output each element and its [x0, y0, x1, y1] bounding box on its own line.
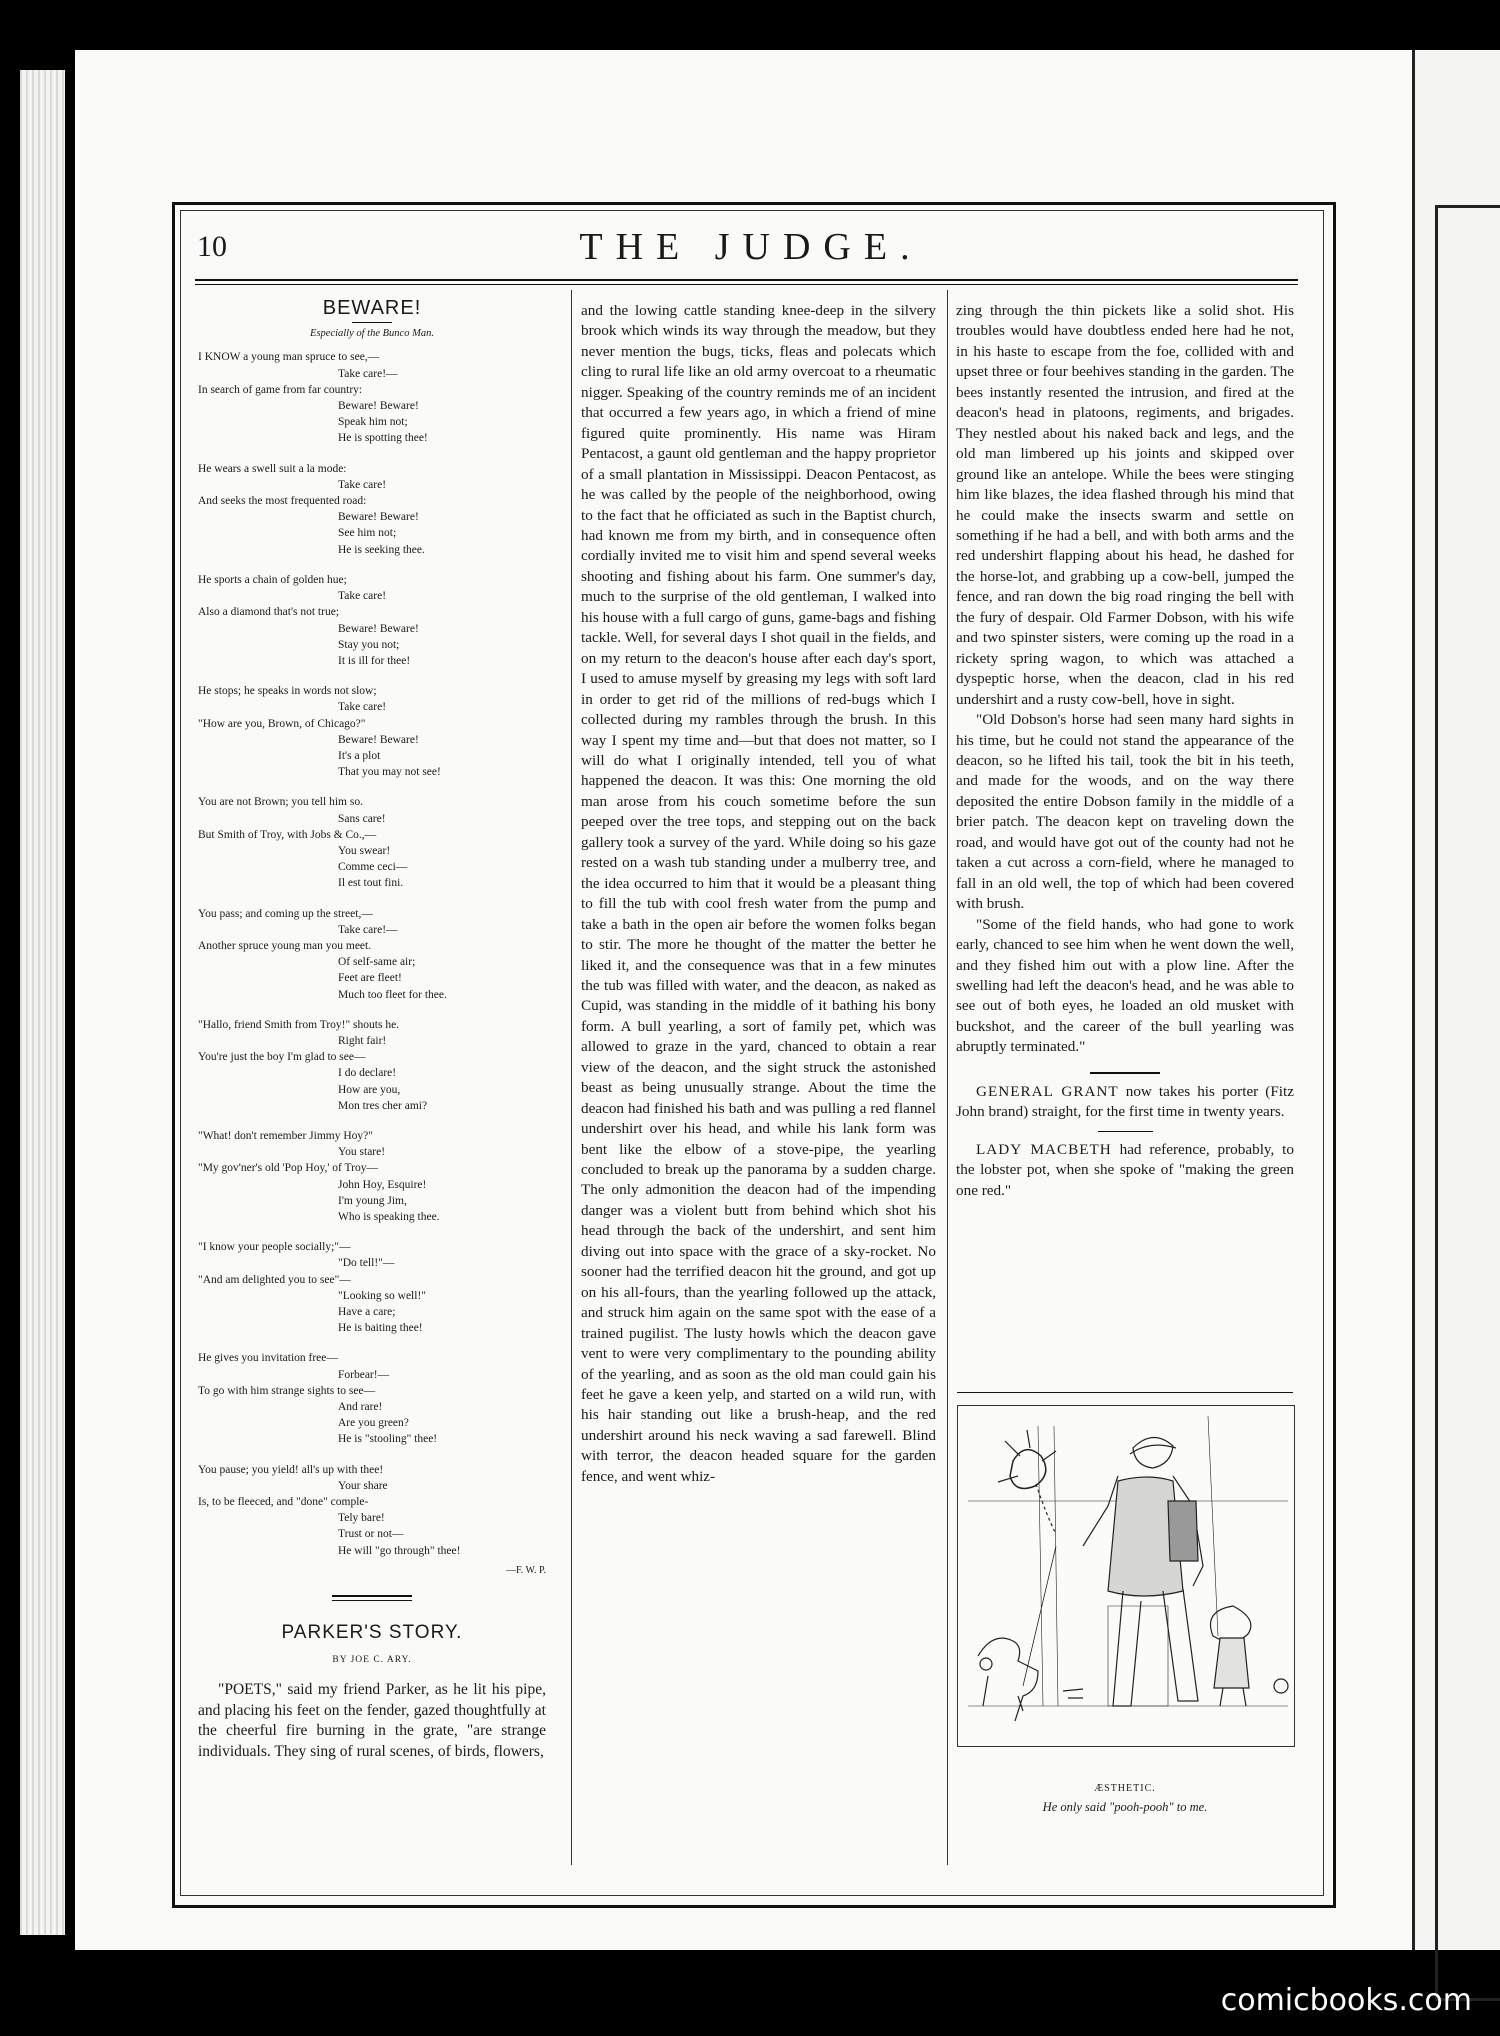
masthead-rule-thin [195, 284, 1298, 285]
poem-dedication: Especially of the Bunco Man. [310, 328, 434, 340]
poem-line: Speak him not; [338, 416, 408, 429]
column-2 [581, 301, 936, 1487]
poem-line: Comme ceci— [338, 861, 408, 874]
poem-line: Is, to be fleeced, and "done" comple- [198, 1496, 369, 1509]
poem-line: Il est tout fini. [338, 877, 404, 890]
poem-line: It is ill for thee! [338, 654, 411, 667]
poem-stanza [198, 1350, 546, 1447]
poem-stanza [198, 572, 546, 669]
story-byline: BY JOE C. ARY. [332, 1654, 412, 1665]
poem-line: Beware! Beware! [338, 511, 419, 524]
poem-stanza [198, 1017, 546, 1114]
poem-line: "Do tell!"— [338, 1257, 395, 1270]
poem-line: I KNOW a young man spruce to see,— [198, 351, 380, 364]
column-divider [947, 290, 948, 1865]
poem-line: Trust or not— [338, 1528, 404, 1541]
poem-stanza [198, 1462, 546, 1559]
poem-line: You're just the boy I'm glad to see— [198, 1051, 366, 1064]
poem-line: You pause; you yield! all's up with thee! [198, 1463, 384, 1476]
poem-body [198, 349, 546, 1558]
poem-line: Have a care; [338, 1306, 396, 1319]
poem-line: You stare! [338, 1146, 386, 1159]
poem-line: Of self-same air; [338, 956, 416, 969]
poem-line: "I know your people socially;"— [198, 1241, 351, 1254]
facing-page [1412, 50, 1500, 1950]
poem-line: Who is speaking thee. [338, 1211, 440, 1223]
illustration-aesthetic [957, 1405, 1295, 1747]
story-text-col2: and the lowing cattle standing knee-deep in the silvery brook which winds its way through the meadow, but they never mention the bugs, ticks, fleas and polecats which cling to rural life like an old army overcoat to a rheumatic nigger. Speaking of the country reminds me of an incident that occurred a few years ago, in which a friend of mine figured quite prominently. His name was Hiram Pentacost, a gaunt old gentleman and the happy proprietor of a small plantation in Mississippi. Deacon Pentacost, as he was called by the people of the neighborhood, owing to the fact that he officiated as such in the Baptist church, had known me from my birth, and in consequence often cordially invited me to visit him and spend several weeks shooting and fishing about his farm. One summer's day, much to the surprise of the old gentleman, I walked into his house with a full cargo of guns, game-bags and fishing tackle. Well, for several days I shot quail in the fields, and on my return to the deacon's house after each day's sport, I used to amuse myself by greasing my legs with soft lard in order to get rid of the millions of red-bugs which I collected during my rambles through the brush. In this way I spent my time and—but that does not matter, so I will do what I originally intended, tell you of what happened the deacon. It was this: One morning the old man arose from his couch sometime before the sun peeped over the tree tops, and stepping out on the back gallery took a survey of the yard. While doing so his gaze rested on a wash tub standing under a mulberry tree, and the idea occurred to him that it would be a pleasant thing to fill the tub with cool fresh water from the pump and take a bath in the open air before the women folks began to stir. The more he thought of the matter the better he liked it, and the consequence was that in a few minutes the tub was filled with water, and the deacon, as naked as Cupid, was standing in the middle of it bathing his bony form. A bull yearling, a sort of family pet, which was allowed to graze in the yard, chanced to obtain a rear view of the deacon, and the sight struck the astonished beast as being unusually strange. About the time the deacon had finished his bath and was pulling a red flannel undershirt over his head, and while his lank form was bent like the elbow of a stove-pipe, the yearling concluded to break up the panorama by a sudden charge. The only admonition the deacon had of the impending danger was a violent butt from behind which shot his head through the back of the undershirt, and sent him diving out into space with the grace of a sky-rocket. No sooner had the terrified deacon hit the ground, and got up on his all-fours, than the yearling followed up the attack, and struck him again on the same spot with the ease of a trained pugilist. The lusty howls which the deacon gave vent to were very complimentary to the pounding ability of the yearling, and as soon as the old man could gain his feet he gave a keen yelp, and started on a wild run, with his hair standing out like a brush-heap, and the red undershirt around his neck waving a sad farewell. Blind with terror, the deacon headed square for the garden fence, and went whiz- [581, 302, 936, 1485]
poem-line: You are not Brown; you tell him so. [198, 796, 363, 809]
poem-line: To go with him strange sights to see— [198, 1384, 376, 1397]
page-number: 10 [197, 230, 227, 263]
poem-stanza [198, 906, 546, 1003]
column-divider [571, 290, 572, 1865]
poem-stanza [198, 1128, 546, 1225]
poem-line: He will "go through" thee! [338, 1544, 461, 1557]
poem-line: "Looking so well!" [338, 1289, 426, 1302]
caption-title: ÆSTHETIC. [1094, 1783, 1156, 1794]
masthead-rule [195, 279, 1298, 281]
poem-line: Take care!— [338, 367, 398, 380]
poem-line: But Smith of Troy, with Jobs & Co.,— [198, 828, 377, 841]
poem-line: Stay you not; [338, 638, 400, 651]
poem-line: He stops; he speaks in words not slow; [198, 685, 377, 698]
cartoon-drawing [958, 1406, 1294, 1746]
poem-line: He wears a swell suit a la mode: [198, 462, 347, 475]
column-1 [198, 298, 546, 1762]
poem-line: Your share [338, 1479, 388, 1492]
poem-line: Take care! [338, 590, 387, 603]
column-3 [956, 301, 1294, 1201]
poem-line: And seeks the most frequented road: [198, 495, 367, 508]
poem-line: Much too fleet for thee. [338, 988, 447, 1001]
story-text-col3-p3: "Some of the field hands, who had gone to work early, chanced to see him when he went down the well, and they fished him out with a plow line. After the swelling had left the deacon's head, and he was able to see out of both eyes, he loaded an old musket with buckshot, and the career of the bull yearling was abruptly terminated." [956, 915, 1294, 1056]
poem-line: See him not; [338, 527, 397, 540]
poem-line: "Hallo, friend Smith from Troy!" shouts he. [198, 1018, 400, 1031]
poem-line: He sports a chain of golden hue; [198, 573, 347, 586]
poem-line: Take care! [338, 701, 387, 714]
poem-line: "What! don't remember Jimmy Hoy?" [198, 1129, 373, 1142]
poem-line: John Hoy, Esquire! [338, 1178, 427, 1191]
book-page-stack [20, 70, 65, 1935]
poem-line: Beware! Beware! [338, 622, 419, 635]
poem-line: He is seeking thee. [338, 543, 425, 556]
poem-line: Take care! [338, 478, 387, 491]
poem-line: Mon tres cher ami? [338, 1099, 428, 1112]
poem-stanza [198, 683, 546, 780]
poem-line: I'm young Jim, [338, 1194, 407, 1207]
brief-grant [956, 1082, 1294, 1123]
brief-body: now takes his porter (Fitz John brand) straight, for the first time in twenty years. [956, 1082, 1294, 1121]
poem-line: He gives you invitation free— [198, 1352, 338, 1365]
poem-line: Another spruce young man you meet. [198, 939, 372, 952]
poem-line: He is spotting thee! [338, 432, 428, 445]
poem-stanza [198, 1239, 546, 1336]
poem-line: He is "stooling" thee! [338, 1433, 438, 1446]
poem-line: That you may not see! [338, 766, 441, 779]
poem-line: "My gov'ner's old 'Pop Hoy,' of Troy— [198, 1162, 378, 1175]
poem-signature: —F. W. P. [505, 1564, 546, 1576]
brief-lead: LADY MACBETH [976, 1140, 1112, 1158]
poem-stanza [198, 794, 546, 891]
poem-line: You pass; and coming up the street,— [198, 907, 373, 920]
poem-stanza [198, 461, 546, 558]
poem-line: Also a diamond that's not true; [198, 606, 340, 619]
poem-line: And rare! [338, 1401, 383, 1414]
brief-body: had reference, probably, to the lobster pot, when she spoke of "making the green one red." [956, 1140, 1294, 1199]
brief-macbeth [956, 1140, 1294, 1201]
illustration-caption [957, 1780, 1293, 1816]
poem-line: Forbear!— [338, 1368, 390, 1381]
poem-line: It's a plot [338, 749, 381, 762]
poem-line: How are you, [338, 1083, 401, 1096]
poem-line: "How are you, Brown, of Chicago?" [198, 717, 366, 730]
poem-line: Are you green? [338, 1417, 409, 1430]
poem-line: Feet are fleet! [338, 972, 402, 985]
poem-line: Take care!— [338, 923, 398, 936]
poem-line: In search of game from far country: [198, 383, 363, 396]
poem-line: "And am delighted you to see"— [198, 1273, 351, 1286]
poem-line: I do declare! [338, 1067, 397, 1080]
masthead-title: THE JUDGE. [579, 226, 923, 268]
poem-line: He is baiting thee! [338, 1322, 423, 1335]
poem-line: Tely bare! [338, 1512, 385, 1525]
poem-line: Beware! Beware! [338, 400, 419, 413]
story-text-col3-p1: zing through the thin pickets like a solid shot. His troubles would have doubtless ended here had he not, in his haste to escape from the foe, collided with and upset three or four beehives standing in the garden. The bees instantly resented the intrusion, and fired at the deacon's head in platoons, regiments, and brigades. They nestled about his naked back and legs, and the old man limbered up his joints and skipped over ground like an antelope. While the bees were stinging him like blazes, the idea flashed through his mind that he could make the insects swarm and settle on something if he had a bell, and with both arms and the red undershirt flapping about his head, he dashed for the horse-lot, and grabbing up a cow-bell, jumped the fence, and ran down the big road ringing the bell with the fury of despair. Old Farmer Dobson, with his wife and two spinster sisters, were coming up the road in a rickety spring wagon, to which was attached a dyspeptic horse, when the deacon, clad in his red undershirt and a rusty cow-bell, hove in sight. [956, 302, 1294, 708]
poem-line: You swear! [338, 844, 391, 857]
brief-lead: GENERAL GRANT [976, 1082, 1119, 1100]
caption-text: He only said "pooh-pooh" to me. [1042, 1800, 1208, 1814]
story-text-col1: "POETS," said my friend Parker, as he lit his pipe, and placing his feet on the fender, gazed thoughtfully at the cheerful fire burning in the grate, "are strange individuals. They sing of rural scenes, of birds, flowers, [198, 1681, 546, 1760]
poem-stanza [198, 349, 546, 446]
story-title: PARKER'S STORY. [281, 1622, 463, 1644]
poem-line: Beware! Beware! [338, 733, 419, 746]
poem-line: Right fair! [338, 1034, 387, 1047]
poem-title: BEWARE! [322, 297, 422, 319]
poem-line: Sans care! [338, 812, 386, 825]
story-text-col3-p2: "Old Dobson's horse had seen many hard sights in his time, but he could not stand the appearance of the deacon, so he lifted his tail, took the bit in his teeth, and made for the woods, and on the way there deposited the entire Dobson family in the middle of a brier patch. The deacon kept on traveling down the road, and would have got out of the county had not he taken a cut across a corn-field, where he managed to fall in an old well, the top of which had been covered with brush. [956, 711, 1294, 913]
watermark: comicbooks.com [1220, 1983, 1472, 2018]
